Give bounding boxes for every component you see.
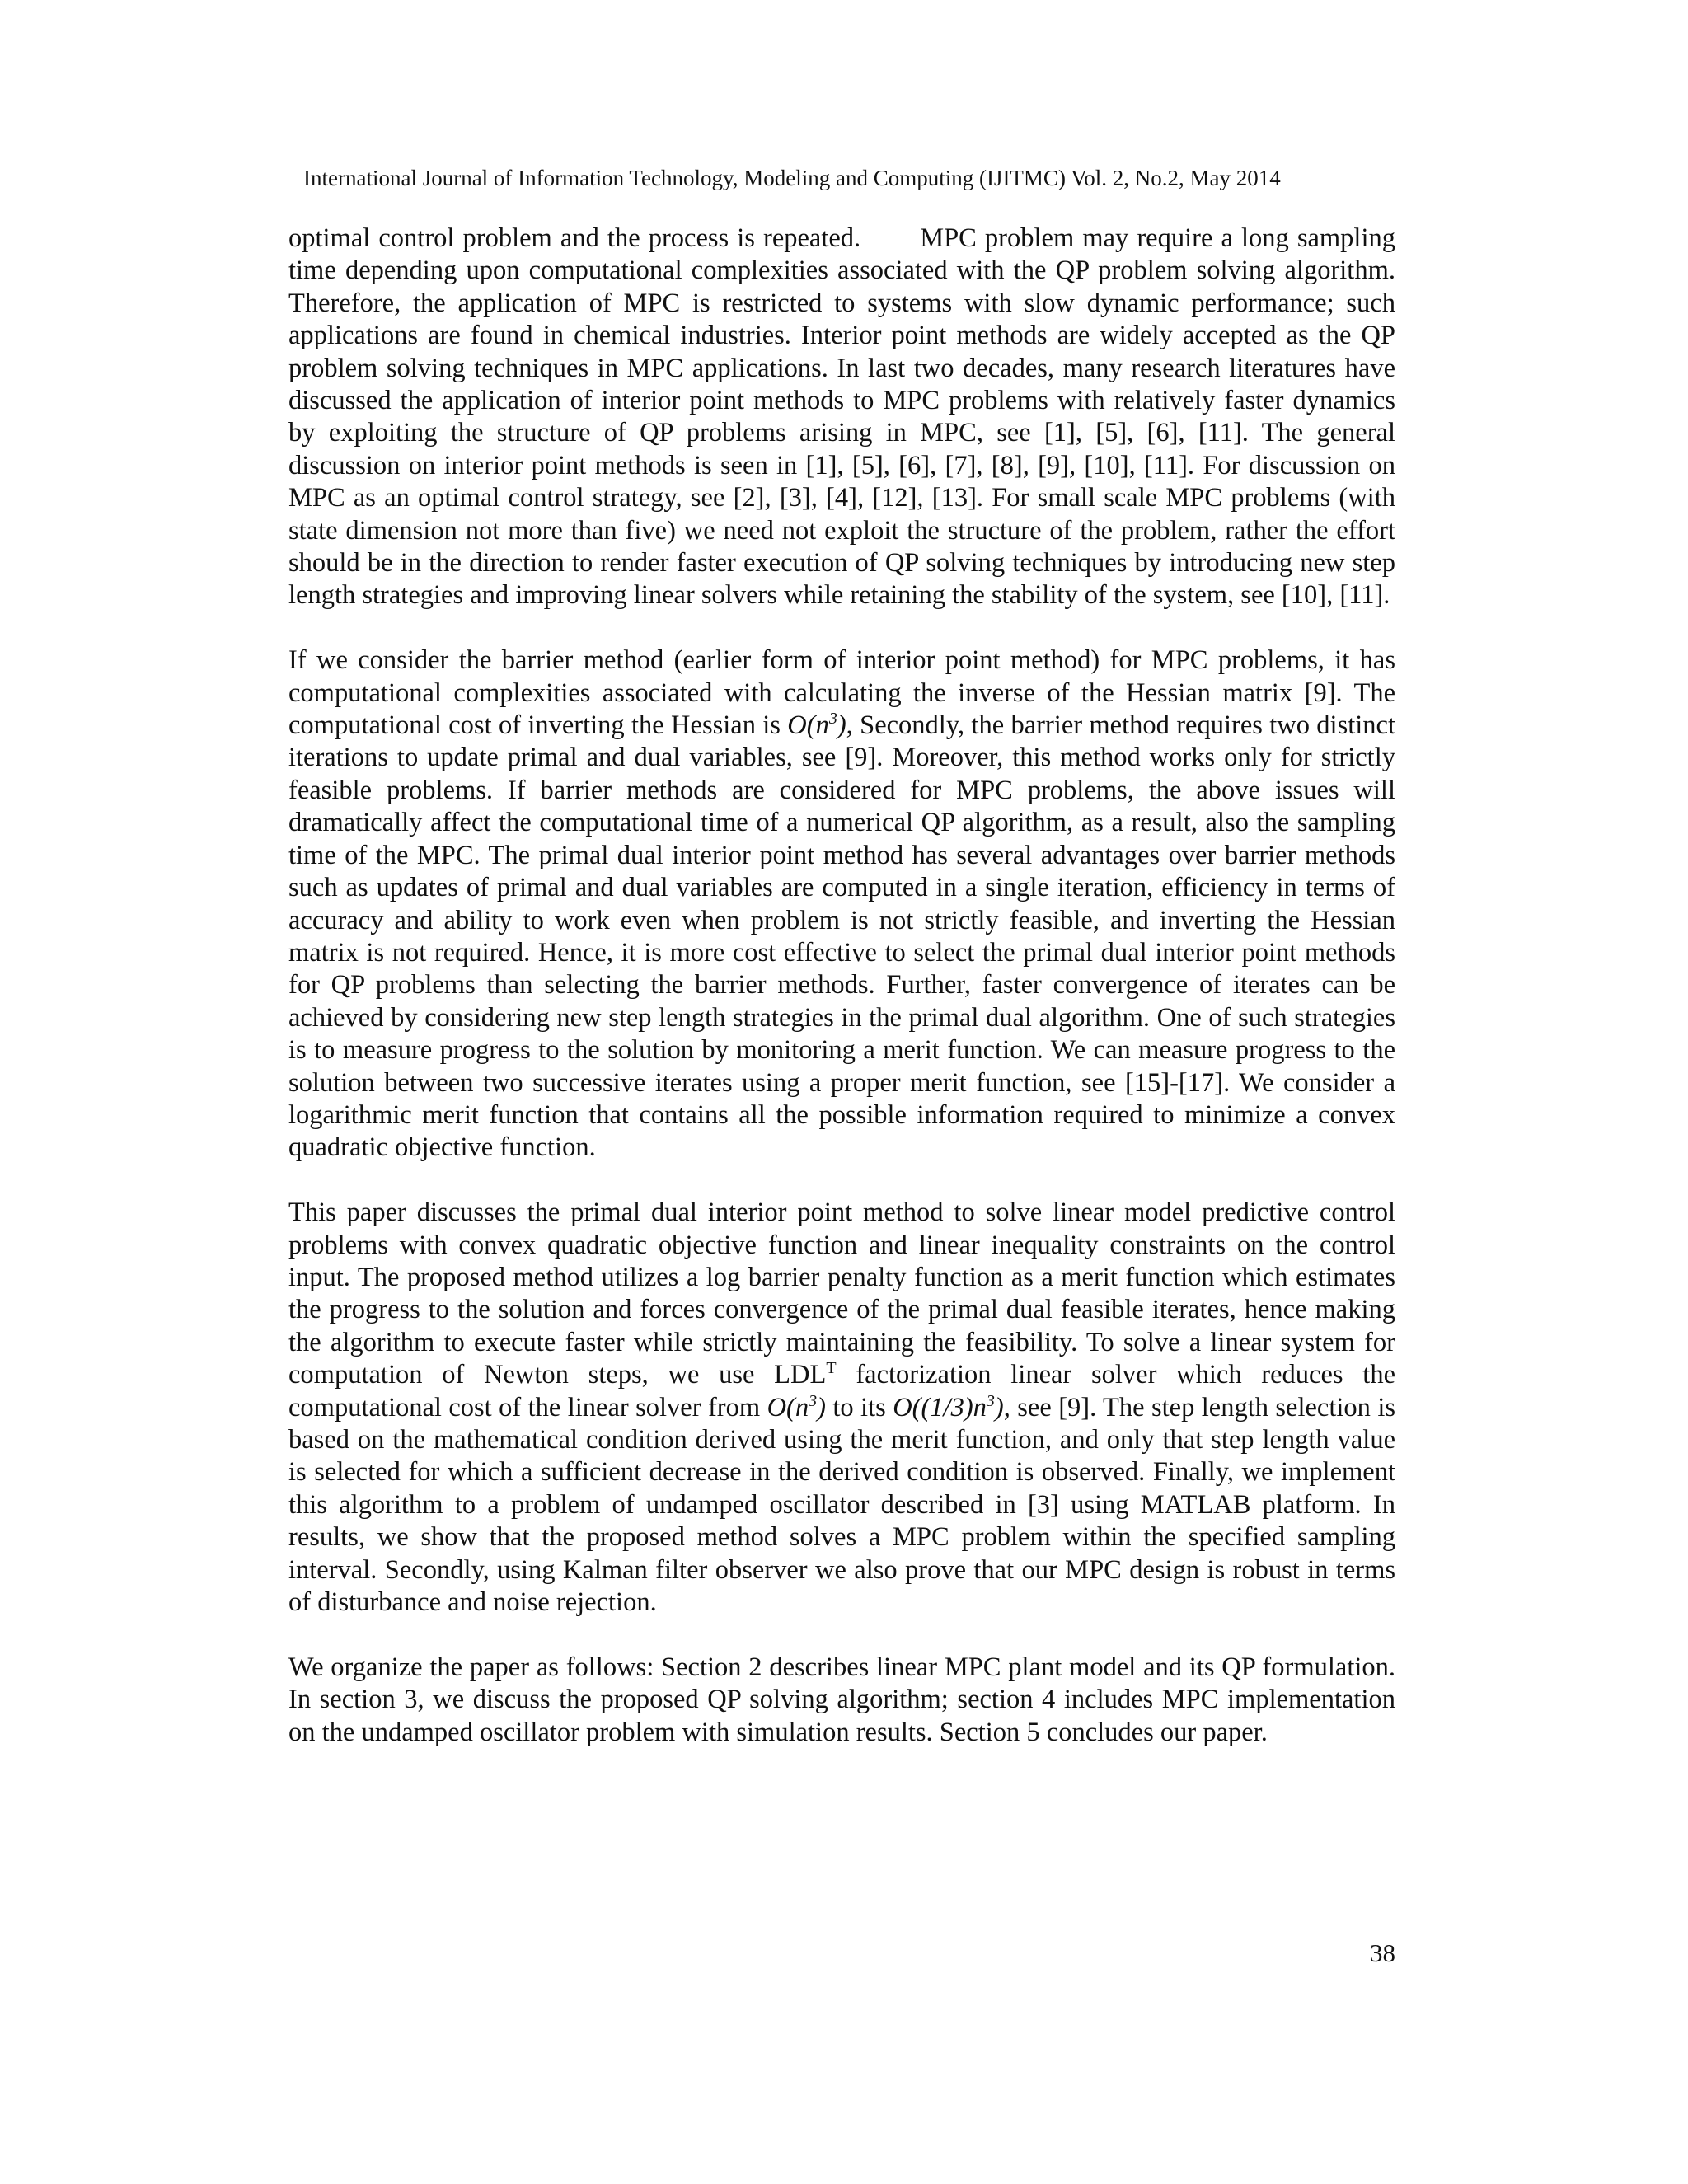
paragraph-1-text: MPC problem may require a long sampling time depending upon computational complexities associated with the QP problem solving algorithm. Therefore, the application of MPC is restricted to systems with slow dynamic performance; such applications are found in chemical industries. Interior point methods are widely accepted as the QP problem solving techniques in MPC applications. In last two decades, many research literatures have discussed the application of interior point methods to MPC problems with relatively faster dynamics by exploiting the structure of QP problems arising in MPC, see [1], [5], [6], [11]. The general discussion on interior point methods is seen in [1], [5], [6], [7], [8], [9], [10], [11]. For discussion on MPC as an optimal control strategy, see [2], [3], [4], [12], [13]. For small scale MPC problems (with state dimension not more than five) we need not exploit the structure of the problem, rather the effort should be in the direction to render faster execution of QP solving techniques by introducing new step length strategies and improving linear solvers while retaining the stability of the system, see [10], [11]. bbox=[288, 223, 1395, 611]
paragraph-2 bbox=[288, 644, 1395, 1165]
running-header bbox=[303, 162, 1391, 194]
paragraph-4-text: We organize the paper as follows: Section 2 describes linear MPC plant model and its QP formulation. In section 3, we discuss the proposed QP solving algorithm; section 4 includes MPC implementation on the undamped oscillator problem with simulation results. Section 5 concludes our paper. bbox=[288, 1652, 1395, 1747]
journal-title: International Journal of Information Technology, Modeling and Computing (IJITMC) Vol. 2, No.2, May 2014 bbox=[303, 166, 1281, 190]
paragraph-1 bbox=[288, 223, 1395, 612]
paragraph-3-text-c: to its bbox=[825, 1392, 893, 1422]
paragraph-2-text-a: If we consider the barrier method (earlier form of interior point method) for MPC problems, it has computational complexities associated with calculating the inverse of the Hessian matrix [9]. The computational cost of inverting the Hessian is bbox=[288, 645, 1395, 741]
paragraph-3-text-a: This paper discusses the primal dual interior point method to solve linear model predictive control problems with convex quadratic objective function and linear inequality constraints on the control input. The proposed method utilizes a log barrier penalty function as a merit function which estimates the progress to the solution and forces convergence of the primal dual feasible iterates, hence making the algorithm to execute faster while strictly maintaining the feasibility. To solve a linear system for computation of Newton steps, we use LDL bbox=[288, 1197, 1395, 1390]
ldl-transpose-sup: T bbox=[826, 1359, 837, 1378]
article-body bbox=[288, 223, 1395, 1781]
paragraph-3 bbox=[288, 1197, 1395, 1619]
paragraph-2-text-b: , Secondly, the barrier method requires two distinct iterations to update primal and dual variables, see [9]. Moreover, this method works only for strictly feasible problems. If barrier methods are considered for MPC problems, the above issues will dramatically affect the computational time of a numerical QP algorithm, as a result, also the sampling time of the MPC. The primal dual interior point method has several advantages over barrier methods such as updates of primal and dual variables are computed in a single iteration, efficiency in terms of accuracy and ability to work even when problem is not strictly feasible, and inverting the Hessian matrix is not required. Hence, it is more cost effective to select the primal dual interior point methods for QP problems than selecting the barrier methods. Further, faster convergence of iterates can be achieved by considering new step length strategies in the primal dual algorithm. One of such strategies is to measure progress to the solution by monitoring a merit function. We can measure progress to the solution between two successive iterates using a proper merit function, see [15]-[17]. We consider a logarithmic merit function that contains all the possible information required to minimize a convex quadratic objective function. bbox=[288, 710, 1395, 1163]
paragraph-3-text-b: factorization linear solver which reduces the computational cost of the linear solver from bbox=[288, 1360, 1395, 1422]
math-o-n3: $O(n^3)$ bbox=[787, 710, 846, 741]
math-o-third-n3: $O((1/3)n^3)$ bbox=[893, 1391, 1004, 1422]
paragraph-4 bbox=[288, 1652, 1395, 1749]
paragraph-3-text-d: , see [9]. The step length selection is based on the mathematical condition derived using the merit function, and only that step length value is selected for which a sufficient decrease in the derived condition is observed. Finally, we implement this algorithm to a problem of undamped oscillator described in [3] using MATLAB platform. In results, we show that the proposed method solves a MPC problem within the specified sampling interval. Secondly, using Kalman filter observer we also prove that our MPC design is robust in terms of disturbance and noise rejection. bbox=[288, 1392, 1396, 1618]
paragraph-1-lead: optimal control problem and the process is repeated. bbox=[288, 223, 861, 253]
math-o-n3: $O(n^3)$ bbox=[767, 1391, 826, 1422]
page-number: 38 bbox=[1370, 1938, 1395, 1967]
